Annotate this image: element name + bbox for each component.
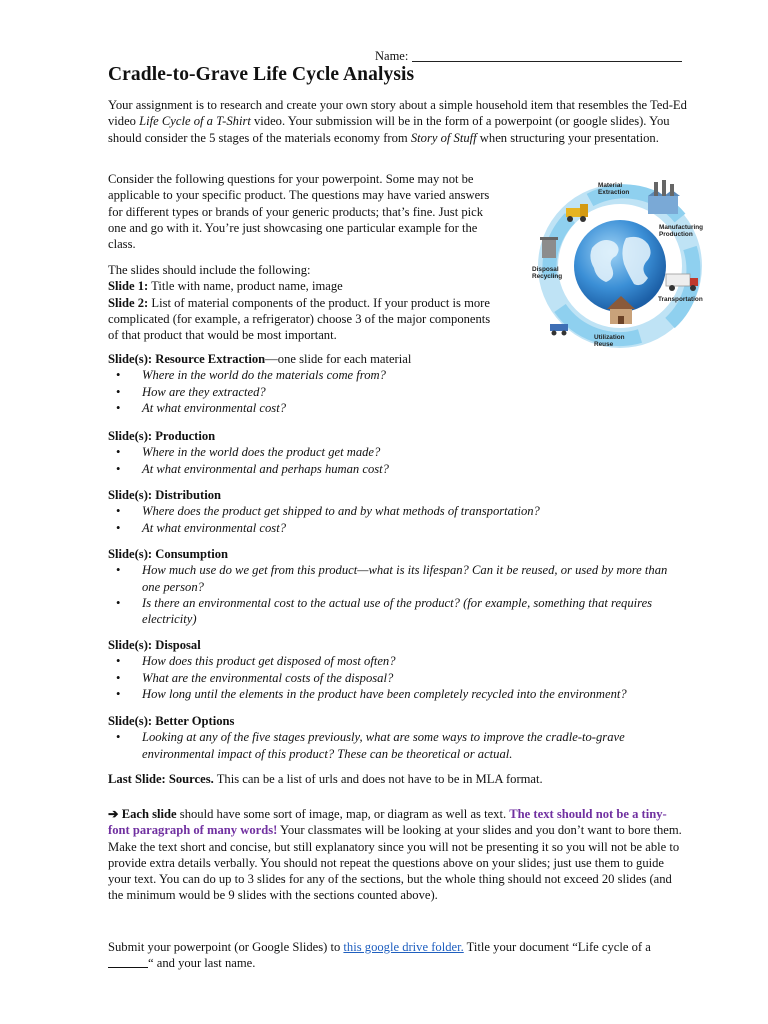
section-heading-label: Slide(s): Resource Extraction: [108, 352, 266, 366]
list-item: [108, 686, 688, 702]
bullet-text: What are the environmental costs of the disposal?: [142, 670, 394, 685]
label-transportation: Transportation: [658, 296, 703, 303]
bullet-icon: •: [116, 520, 121, 535]
bullet-icon: •: [116, 686, 121, 701]
name-field-row: [375, 48, 682, 64]
last-slide-label: Last Slide: Sources.: [108, 772, 214, 786]
section-heading: [108, 351, 688, 367]
bullet-icon: •: [116, 504, 121, 519]
bullet-text: At what environmental cost?: [142, 520, 286, 535]
video-title: Life Cycle of a T-Shirt: [139, 114, 251, 129]
bullet-text: Where in the world do the materials come from?: [142, 368, 386, 383]
bullet-text: At what environmental and perhaps human cost?: [142, 461, 389, 476]
list-item: [108, 384, 688, 400]
bullet-text: Is there an environmental cost to the actual use of the product? (for example, something that requires electricity): [142, 595, 653, 627]
slide1-text: Title with name, product name, image: [148, 279, 343, 294]
intro-text: video. Your submission will be in the form of a powerpoint (or google slides). You should consider the 5 stages of the materials economy from: [108, 114, 670, 145]
label-disposal-recycling: Disposal Recycling: [532, 266, 563, 280]
list-item: [108, 503, 688, 519]
list-item: [108, 520, 688, 536]
bullet-icon: •: [116, 730, 121, 745]
intro-text: Your assignment is to research and create your own story about a simple household item that resembles the Ted-Ed video: [108, 98, 687, 129]
trash-bin-icon: [540, 237, 558, 258]
car-icon: [550, 324, 568, 336]
slide2-text: List of material components of the product. If your product is more complicated (for example, a refrigerator) choose 3 of the major components of that product that would be most important.: [108, 295, 491, 343]
bullet-list: [108, 729, 688, 762]
list-item: [108, 461, 688, 477]
label-utilization-reuse: Utilization Reuse: [594, 334, 625, 348]
bullet-text: Where does the product get shipped to and by what methods of transportation?: [142, 504, 540, 519]
bullet-list: [108, 653, 688, 702]
section-disposal: [108, 637, 688, 702]
section-heading: Slide(s): Consumption: [108, 547, 229, 561]
list-item: [108, 444, 688, 460]
bullet-list: [108, 444, 688, 477]
bullet-text: How much use do we get from this product—what is its lifespan? Can it be reused, or used by more than one person?: [142, 563, 668, 594]
intro-text: when structuring your presentation.: [476, 130, 659, 145]
list-item: [108, 367, 688, 383]
label-manufacturing-production: Manufacturing Production: [659, 224, 704, 238]
section-better-options: [108, 713, 688, 762]
submit-paragraph: [108, 939, 684, 972]
bullet-icon: •: [116, 595, 121, 610]
list-item: [108, 400, 688, 416]
bullet-icon: •: [116, 654, 121, 669]
label-material-extraction: Material Extraction: [598, 182, 630, 196]
list-item: [108, 653, 688, 669]
bullet-text: How does this product get disposed of most often?: [142, 654, 396, 669]
section-distribution: [108, 487, 688, 536]
section-production: [108, 428, 688, 477]
bullet-icon: •: [116, 384, 121, 399]
submit-text-title: Title your document “Life cycle of a: [463, 940, 651, 954]
bullet-icon: •: [116, 461, 121, 476]
last-slide-text: This can be a list of urls and does not have to be in MLA format.: [213, 772, 543, 786]
bullet-text: At what environmental cost?: [142, 400, 286, 415]
bullet-text: Where in the world does the product get made?: [142, 445, 381, 460]
bullet-icon: •: [116, 563, 121, 578]
slide2-line: [108, 295, 503, 344]
each-slide-text: should have some sort of image, map, or diagram as well as text.: [176, 807, 510, 821]
bullet-icon: •: [116, 400, 121, 415]
section-heading-suffix: —one slide for each material: [265, 352, 412, 366]
product-blank-line: [108, 956, 148, 968]
life-cycle-diagram: [530, 178, 714, 356]
emphasis-text: The text should not be a tiny-font paragraph of many words!: [108, 807, 667, 838]
submit-text-end: “ and your last name.: [148, 956, 256, 971]
name-label: Name:: [375, 49, 409, 63]
story-of-stuff-title: Story of Stuff: [410, 130, 477, 145]
list-item: [108, 670, 688, 686]
drive-folder-link[interactable]: this google drive folder.: [343, 940, 464, 954]
submit-text: Submit your powerpoint (or Google Slides) to: [108, 940, 344, 954]
slide1-label: Slide 1:: [108, 279, 149, 294]
bullet-icon: •: [116, 670, 121, 685]
list-item: [108, 729, 688, 762]
section-resource-extraction: [108, 351, 688, 416]
section-heading: Slide(s): Distribution: [108, 488, 222, 502]
each-slide-text-cont: Your classmates will be looking at your slides and you don’t want to bore them. Make the text short and concise, but still explanatory since you will not be presenting it so you will not be able to provide extra details verbally. You should not repeat the questions above on your slides; just use them to guide your text. You can do up to 3 slides for any of the sections, but the whole thing should not exceed 20 slides (and the minimum would be 9 slides with the sections counted above).: [108, 823, 682, 903]
slide1-line: [108, 278, 503, 294]
bullet-list: [108, 503, 688, 536]
section-consumption: [108, 546, 668, 627]
slide2-label: Slide 2:: [108, 295, 149, 310]
each-slide-paragraph: [108, 806, 682, 904]
slides-include-intro: The slides should include the following:: [108, 263, 311, 277]
name-blank-line[interactable]: [412, 49, 682, 62]
factory-icon: [648, 180, 680, 214]
list-item: [108, 595, 668, 628]
section-heading: Slide(s): Production: [108, 429, 216, 443]
section-heading: Slide(s): Disposal: [108, 638, 201, 652]
bullet-text: How are they extracted?: [142, 384, 266, 399]
intro-paragraph: [108, 97, 688, 146]
bullet-icon: •: [116, 368, 121, 383]
section-heading: Slide(s): Better Options: [108, 714, 235, 728]
last-slide-note: [108, 771, 688, 787]
consider-paragraph: Consider the following questions for your powerpoint. Some may not be applicable to your specific product. The questions may have varied answers for different types or brands of your generic products; that’s fine. Just pick one and go with it. You’re just showcasing one particular example for the class.: [108, 172, 490, 252]
slides-include-block: [108, 262, 503, 343]
page-title: Cradle-to-Grave Life Cycle Analysis: [108, 64, 415, 85]
bullet-list: [108, 562, 668, 627]
bullet-list: [108, 367, 688, 416]
bullet-text: How long until the elements in the product have been completely recycled into the environment?: [142, 686, 627, 701]
list-item: [108, 562, 668, 595]
each-slide-label: Each slide: [121, 807, 177, 821]
bullet-icon: •: [116, 445, 121, 460]
arrow-icon: ➔: [108, 807, 119, 821]
bullet-text: Looking at any of the five stages previously, what are some ways to improve the cradle-to-grave environmental impact of this product? These can be theoretical or actual.: [142, 730, 625, 761]
